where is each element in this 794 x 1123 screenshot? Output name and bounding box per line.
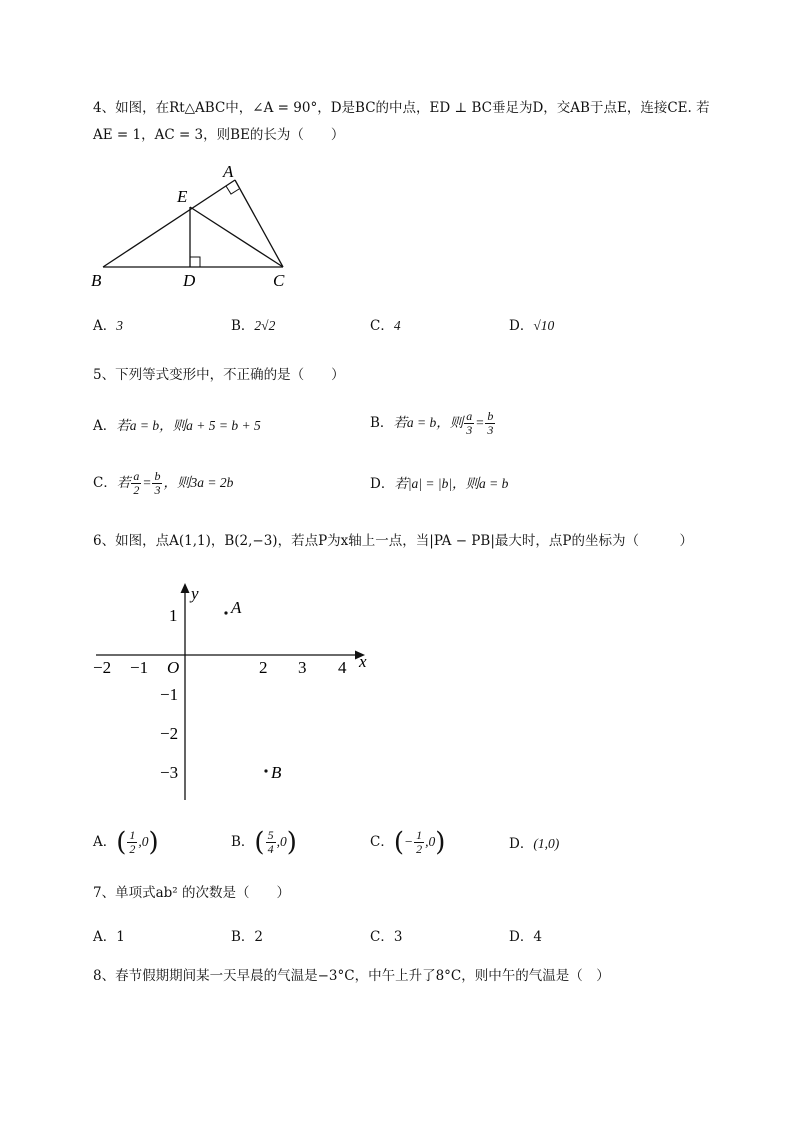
q6-option-c-tail: ,0	[425, 834, 436, 849]
q5-option-c[interactable]	[93, 470, 233, 497]
q7-option-d[interactable]	[509, 927, 542, 947]
q4-option-a-value: 3	[116, 318, 123, 333]
q6-option-b-tail: ,0	[276, 834, 287, 849]
x-tick-neg1: −1	[130, 658, 149, 677]
x-tick-2: 2	[259, 658, 268, 677]
paren-open: (	[393, 827, 404, 858]
q5-option-a-letter: A．	[93, 418, 117, 434]
q5-option-b-frac1	[464, 410, 474, 437]
frac-denominator: 3	[154, 483, 161, 497]
q5-option-b-letter: B．	[370, 415, 394, 431]
q4-option-d[interactable]	[509, 316, 554, 336]
q4-option-c-letter: C．	[370, 318, 394, 334]
q6-option-c-letter: C．	[370, 834, 394, 850]
question-5-stem: 5、下列等式变形中，不正确的是（ ）	[93, 367, 345, 383]
paren-close: )	[148, 827, 159, 858]
q5-option-b-pre: 若a = b，则	[393, 415, 464, 430]
y-tick-neg1: −1	[160, 685, 179, 704]
equals-sign: =	[142, 475, 152, 490]
q6-option-a-tail: ,0	[138, 834, 149, 849]
q4-option-c-value: 4	[393, 318, 401, 333]
frac-denominator: 2	[416, 842, 423, 856]
paren-close: )	[286, 827, 297, 858]
paren-close: )	[435, 827, 446, 858]
point-b-dot	[264, 769, 267, 772]
q5-option-c-pre: 若	[116, 475, 131, 490]
q6-option-c-frac	[414, 829, 424, 856]
question-4-stem-line1: 4、如图，在Rt△ABC中，∠A = 90°，D是BC的中点，ED ⊥ BC垂足为D，交AB于点E，连接CE. 若	[93, 100, 710, 116]
paren-open: (	[116, 827, 127, 858]
q4-option-a[interactable]	[93, 316, 123, 336]
axis-label-x: x	[359, 652, 367, 671]
origin-label: O	[167, 658, 180, 677]
frac-denominator: 2	[133, 483, 140, 497]
point-a-label: A	[231, 598, 242, 617]
frac-numerator: 1	[129, 828, 136, 842]
label-b: B	[91, 271, 102, 290]
question-7-stem: 7、单项式ab² 的次数是（ ）	[93, 885, 290, 901]
question-6-stem: 6、如图，点A(1,1)，B(2,−3)，若点P为x轴上一点，当|PA − PB|最大时，点P的坐标为（ ）	[93, 533, 693, 549]
q5-option-c-frac1	[131, 470, 141, 497]
label-a: A	[223, 162, 234, 181]
q4-option-b-value: 2√2	[254, 318, 276, 333]
q7-option-d-value: 4	[533, 929, 542, 945]
q5-option-c-post: ，则3a = 2b	[163, 475, 234, 490]
axis-label-y: y	[191, 584, 199, 603]
frac-denominator: 4	[267, 842, 274, 856]
question-6-coordinate-graph	[88, 575, 378, 810]
q6-option-a-letter: A．	[93, 834, 117, 850]
point-a-dot	[224, 611, 227, 614]
q4-option-c[interactable]	[370, 316, 401, 336]
frac-numerator: b	[487, 409, 494, 423]
q7-option-b-value: 2	[254, 929, 264, 945]
q7-option-c[interactable]	[370, 927, 402, 947]
q6-option-d[interactable]	[509, 834, 559, 854]
frac-numerator: 5	[267, 828, 274, 842]
frac-numerator: b	[154, 469, 161, 483]
q7-option-c-value: 3	[393, 929, 403, 945]
frac-numerator: 1	[416, 828, 423, 842]
q4-option-b-letter: B．	[231, 318, 255, 334]
y-tick-1: 1	[169, 606, 178, 625]
x-tick-neg2: −2	[93, 658, 112, 677]
q7-option-b[interactable]	[231, 927, 263, 947]
q7-option-c-letter: C．	[370, 929, 394, 945]
question-4-triangle-figure	[85, 160, 300, 295]
q6-option-c-neg: −	[404, 834, 414, 849]
q5-option-c-letter: C．	[93, 475, 117, 491]
frac-numerator: a	[133, 469, 140, 483]
q7-option-d-letter: D．	[509, 929, 534, 945]
q5-option-a[interactable]	[93, 416, 261, 436]
frac-denominator: 3	[487, 423, 494, 437]
q7-option-a-letter: A．	[93, 929, 117, 945]
x-tick-3: 3	[298, 658, 307, 677]
q6-option-b-letter: B．	[231, 834, 255, 850]
q5-option-a-text: 若a = b，则a + 5 = b + 5	[116, 418, 261, 433]
q6-option-d-text: (1,0)	[533, 836, 560, 851]
q5-option-b-frac2	[485, 410, 495, 437]
y-tick-neg2: −2	[160, 724, 179, 743]
q5-option-d[interactable]	[370, 474, 508, 494]
q4-option-b[interactable]	[231, 316, 275, 336]
label-e: E	[177, 187, 188, 206]
frac-denominator: 2	[129, 842, 136, 856]
q7-option-a-value: 1	[116, 929, 125, 945]
frac-numerator: a	[466, 409, 473, 423]
point-b-label: B	[271, 763, 282, 782]
q6-option-a[interactable]	[93, 829, 159, 856]
q6-option-b-frac	[266, 829, 276, 856]
label-c: C	[273, 271, 285, 290]
q6-option-b[interactable]	[231, 829, 297, 856]
q5-option-d-text: 若|a| = |b|，则a = b	[394, 476, 509, 491]
q5-option-c-frac2	[152, 470, 162, 497]
q4-option-d-value: √10	[533, 318, 555, 333]
x-tick-4: 4	[338, 658, 347, 677]
question-4-stem-line2: AE = 1，AC = 3，则BE的长为（ ）	[93, 127, 345, 143]
q6-option-a-frac	[127, 829, 137, 856]
frac-denominator: 3	[466, 423, 473, 437]
q4-option-a-letter: A．	[93, 318, 117, 334]
label-d: D	[183, 271, 196, 290]
paren-open: (	[254, 827, 265, 858]
q5-option-d-letter: D．	[370, 476, 395, 492]
q6-option-c[interactable]	[370, 829, 445, 856]
q7-option-b-letter: B．	[231, 929, 255, 945]
y-tick-neg3: −3	[160, 763, 179, 782]
q4-option-d-letter: D．	[509, 318, 534, 334]
equals-sign: =	[475, 415, 485, 430]
question-8-stem: 8、春节假期期间某一天早晨的气温是−3°C，中午上升了8°C，则中午的气温是（ ）	[93, 968, 610, 984]
q7-option-a[interactable]	[93, 927, 125, 947]
q5-option-b[interactable]	[370, 410, 496, 437]
q6-option-d-letter: D．	[509, 836, 534, 852]
